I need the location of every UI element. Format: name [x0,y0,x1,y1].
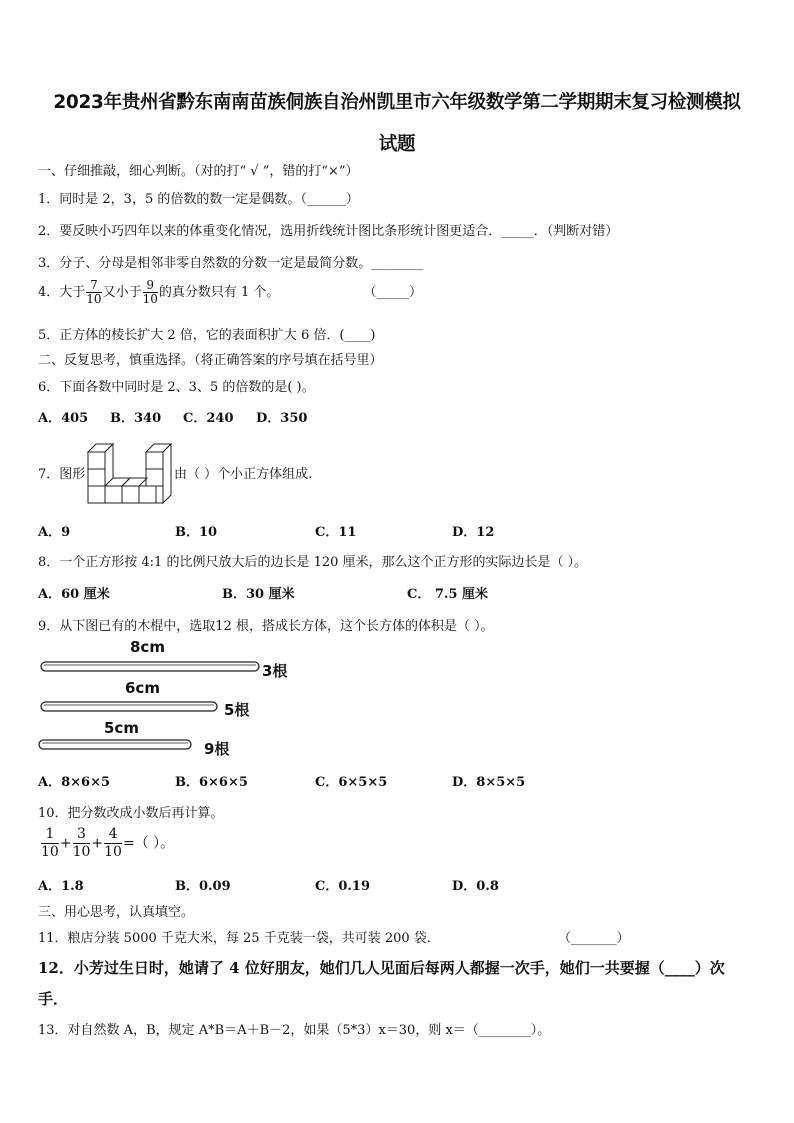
question-13: 13．对自然数 A，B，规定 A*B＝A＋B－2，如果（5*3）x＝30，则 x＝（________）。 [38,1023,551,1038]
q4-mid: 又小于 [102,285,142,300]
q10-f1-num: 1 [41,826,59,844]
q4-post: 的真分数只有 1 个。 [158,285,280,300]
question-8: 8．一个正方形按 4:1 的比例尺放大后的边长是 120 厘米，那么这个正方形的实际边长是（ ）。 [38,555,588,570]
q4-f2-num: 9 [143,279,158,293]
q9-option-a: A．8×6×5 [38,775,111,790]
rod-1-count: 3根 [262,662,288,680]
q9-option-d: D．8×5×5 [452,775,526,790]
q6-option-b: B．340 [110,411,162,426]
question-2: 2．要反映小巧四年以来的体重变化情况，选用折线统计图比条形统计图更适合．_____．（判断对错） [38,224,619,239]
q4-f2-den: 10 [142,292,158,306]
page-title: 2023年贵州省黔东南南苗族侗族自治州凯里市六年级数学第二学期期末复习检测模拟 [53,92,741,113]
q7-option-d: D．12 [452,525,495,540]
rod-3-count: 9根 [204,740,230,758]
rod-2 [40,700,220,714]
question-3: 3．分子、分母是相邻非零自然数的分数一定是最简分数。________ [38,256,424,271]
q7-post: 由（ ）个小正方体组成. [174,467,313,482]
question-12: 12．小芳过生日时，她请了 4 位好朋友，她们几人见面后每两人都握一次手，她们一共要握（____）次 [38,959,725,977]
question-11: 11．粮店分装 5000 千克大米，每 25 千克装一袋，共可装 200 袋. [38,931,431,946]
q10-plus-1: + [59,835,72,852]
q8-option-c: C． 7.5 厘米 [407,587,489,602]
q6-option-a: A．405 [38,411,89,426]
page-title-cont: 试题 [378,134,416,155]
q6-option-c: C．240 [183,411,234,426]
q4-blank: （_____） [363,285,423,300]
q9-option-c: C．6×5×5 [315,775,388,790]
q4-f1-num: 7 [86,279,101,293]
q4-f1-den: 10 [86,292,102,306]
rod-3 [38,738,194,752]
q10-plus-2: + [91,835,104,852]
q8-option-b: B．30 厘米 [222,587,295,602]
cube-stack-figure [86,436,178,506]
question-12-cont: 手． [38,990,69,1008]
q10-expression [40,826,174,861]
q10-option-d: D．0.8 [452,879,499,894]
question-6: 6．下面各数中同时是 2、3、5 的倍数的是( )。 [38,380,315,395]
q10-f1-den: 10 [41,844,59,860]
q10-option-b: B．0.09 [175,879,231,894]
q10-fraction-2 [73,826,91,861]
question-4 [38,279,422,306]
q7-option-c: C．11 [315,525,357,540]
rod-3-length: 5cm [104,719,139,737]
q10-option-c: C．0.19 [315,879,371,894]
q7-pre: 7．图形 [38,467,86,482]
question-9: 9．从下图已有的木棍中，选取12 根，搭成长方体，这个长方体的体积是（ ）。 [38,619,494,634]
rod-2-length: 6cm [125,679,160,697]
rod-1 [40,660,262,674]
q11-blank: （_______） [558,931,630,946]
q8-option-a: A．60 厘米 [38,587,110,602]
rod-2-count: 5根 [224,701,250,719]
q4-pre: 4．大于 [38,285,86,300]
question-10: 10．把分数改成小数后再计算。 [38,806,224,821]
section-2-heading: 二、反复思考，慎重选择。（将正确答案的序号填在括号里） [38,353,383,368]
question-5: 5．正方体的棱长扩大 2 倍，它的表面积扩大 6 倍．(____) [38,328,376,343]
q4-fraction-2 [143,279,158,306]
q6-option-d: D．350 [256,411,308,426]
q9-option-b: B．6×6×5 [175,775,248,790]
rod-1-length: 8cm [130,638,165,656]
q10-f2-den: 10 [72,844,91,860]
q10-f3-den: 10 [104,844,122,860]
q10-fraction-1 [41,826,59,861]
q10-f3-num: 4 [104,826,122,844]
q10-tail: =（ ）。 [122,835,175,852]
section-3-heading: 三、用心思考，认真填空。 [38,905,195,920]
q7-option-a: A．9 [38,525,71,540]
section-1-heading: 一、仔细推敲，细心判断。（对的打“ √ ”，错的打“×”） [38,164,359,179]
q10-fraction-3 [104,826,122,861]
question-1: 1．同时是 2，3，5 的倍数的数一定是偶数。（______） [38,192,359,207]
q10-option-a: A．1.8 [38,879,84,894]
q10-f2-num: 3 [73,826,91,844]
q7-option-b: B．10 [175,525,218,540]
q4-fraction-1 [86,279,101,306]
